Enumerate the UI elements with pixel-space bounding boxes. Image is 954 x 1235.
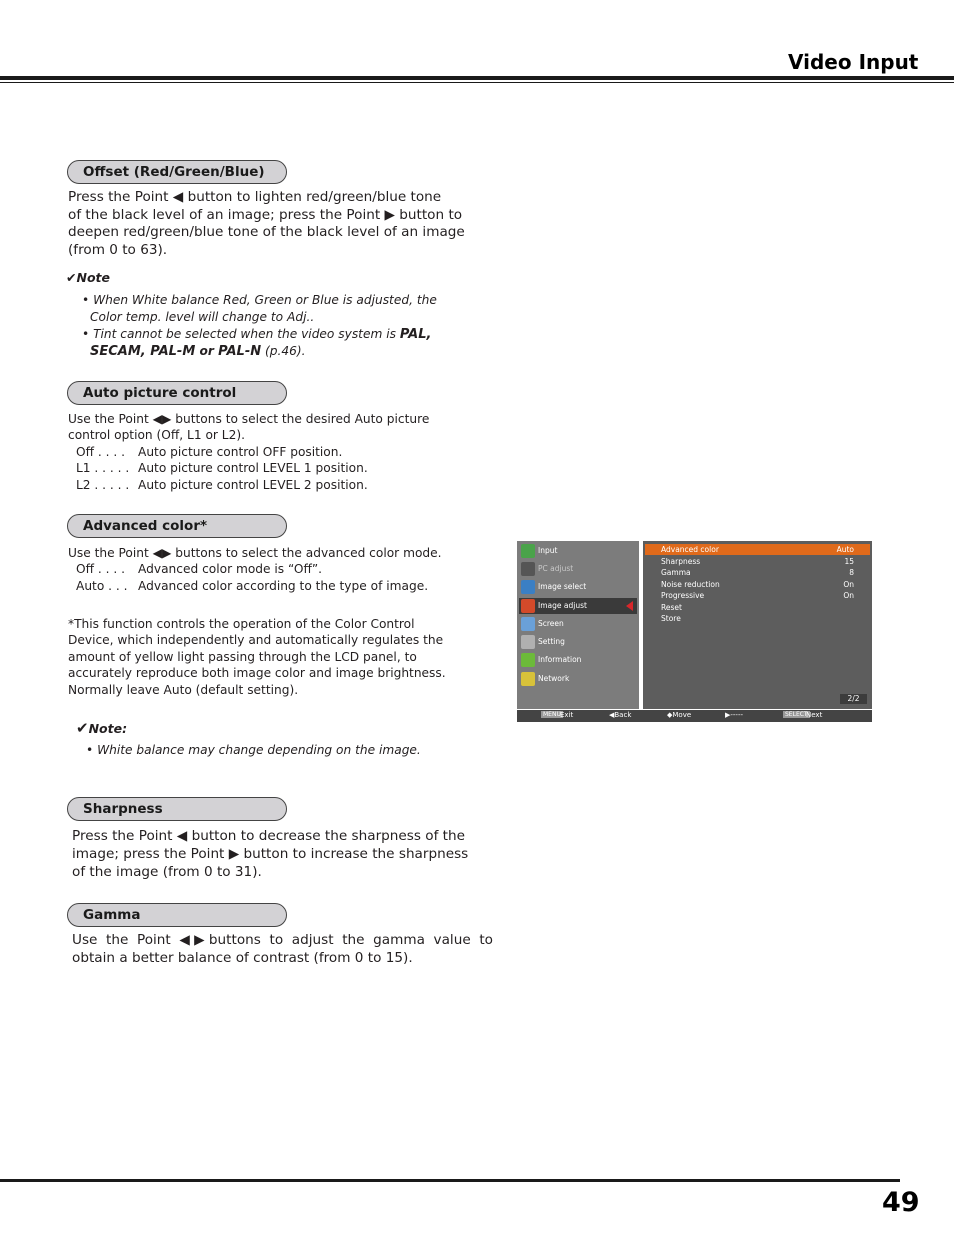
input-icon bbox=[521, 544, 535, 558]
section-heading-advanced-color: Advanced color* bbox=[67, 514, 287, 538]
gamma-description: Use the Point ◀ ▶ buttons to adjust the gamma value to obtain a better balance of contrast (from 0 to 15). bbox=[72, 932, 493, 966]
page-title: Video Input bbox=[788, 50, 919, 74]
osd-item-advanced-color[interactable]: Advanced color Auto bbox=[645, 544, 870, 555]
auto-picture-description: Use the Point ◀▶ buttons to select the desired Auto picture control option (Off, L1 or L2). Off . . . . Auto picture control OFF position. L1 . . . . . Auto picture control LEVEL 1 position. L2 . . . . . Auto picture control LEVEL 2 position. bbox=[68, 412, 430, 492]
osd-menu-item-image-select[interactable]: Image select bbox=[519, 579, 637, 595]
advanced-color-footnote: *This function controls the operation of the Color Control Device, which independently and automatically regulates the amount of yellow light passing through the LCD panel, to accurately reproduce both image color and image brightness. Normally leave Auto (default setting). bbox=[68, 617, 446, 697]
osd-menu-item-network[interactable]: Network bbox=[519, 671, 637, 687]
network-icon bbox=[521, 672, 535, 686]
osd-guide-bar: MENU Exit ◀Back ◆Move ▶----- SELECT Next bbox=[517, 710, 872, 722]
offset-description: Press the Point ◀ button to lighten red/green/blue tone of the black level of an image; press the Point ▶ button to deepen red/green/blue tone of the black level of an image (from 0 to 63). bbox=[68, 189, 465, 258]
offset-note-list: • When White balance Red, Green or Blue is adjusted, the Color temp. level will change to Adj.. • Tint cannot be selected when the video system is PAL, SECAM, PAL-M or PAL-N (p.46). bbox=[82, 293, 437, 359]
image-adjust-icon bbox=[521, 599, 535, 613]
osd-menu-item-input[interactable]: Input bbox=[519, 543, 637, 559]
advanced-color-note: • White balance may change depending on the image. bbox=[86, 743, 421, 757]
footer-rule bbox=[0, 1179, 900, 1182]
section-heading-offset: Offset (Red/Green/Blue) bbox=[67, 160, 287, 184]
section-heading-sharpness: Sharpness bbox=[67, 797, 287, 821]
sharpness-description: Press the Point ◀ button to decrease the sharpness of the image; press the Point ▶ button to increase the sharpness of the image (from 0 to 31). bbox=[72, 828, 469, 880]
advanced-color-note-label: ✔Note: bbox=[76, 719, 128, 737]
header-rule-thin bbox=[0, 82, 954, 83]
section-heading-auto-picture: Auto picture control bbox=[67, 381, 287, 405]
osd-page-indicator: 2/2 bbox=[840, 694, 867, 704]
section-heading-gamma: Gamma bbox=[67, 903, 287, 927]
osd-menu-item-information[interactable]: Information bbox=[519, 652, 637, 668]
selected-arrow-icon bbox=[626, 601, 633, 611]
menu-key-icon: MENU bbox=[543, 711, 561, 718]
header-rule bbox=[0, 76, 954, 80]
image-select-icon bbox=[521, 580, 535, 594]
page-number: 49 bbox=[882, 1187, 920, 1218]
osd-menu-item-setting[interactable]: Setting bbox=[519, 634, 637, 650]
osd-item-gamma[interactable]: Gamma 8 bbox=[661, 568, 854, 577]
osd-item-progressive[interactable]: Progressive On bbox=[661, 591, 854, 600]
checkmark-icon: ✔ bbox=[76, 719, 89, 737]
osd-menu-item-screen[interactable]: Screen bbox=[519, 616, 637, 632]
checkmark-icon: ✔ bbox=[66, 270, 77, 285]
osd-menu-item-pc-adjust[interactable]: PC adjust bbox=[519, 561, 637, 577]
pc-adjust-icon bbox=[521, 562, 535, 576]
screen-icon bbox=[521, 617, 535, 631]
osd-item-noise-reduction[interactable]: Noise reduction On bbox=[661, 580, 854, 589]
information-icon bbox=[521, 653, 535, 667]
osd-menu-item-image-adjust[interactable]: Image adjust bbox=[519, 598, 637, 614]
osd-item-reset[interactable]: Reset bbox=[661, 603, 682, 612]
advanced-color-description: Use the Point ◀▶ buttons to select the advanced color mode. Off . . . . Advanced color mode is “Off”. Auto . . . Advanced color according to the type of image. bbox=[68, 546, 442, 593]
osd-item-sharpness[interactable]: Sharpness 15 bbox=[661, 557, 854, 566]
setting-icon bbox=[521, 635, 535, 649]
osd-item-store[interactable]: Store bbox=[661, 614, 681, 623]
select-key-icon: SELECT bbox=[785, 711, 808, 718]
offset-note-label: ✔Note bbox=[66, 270, 110, 285]
